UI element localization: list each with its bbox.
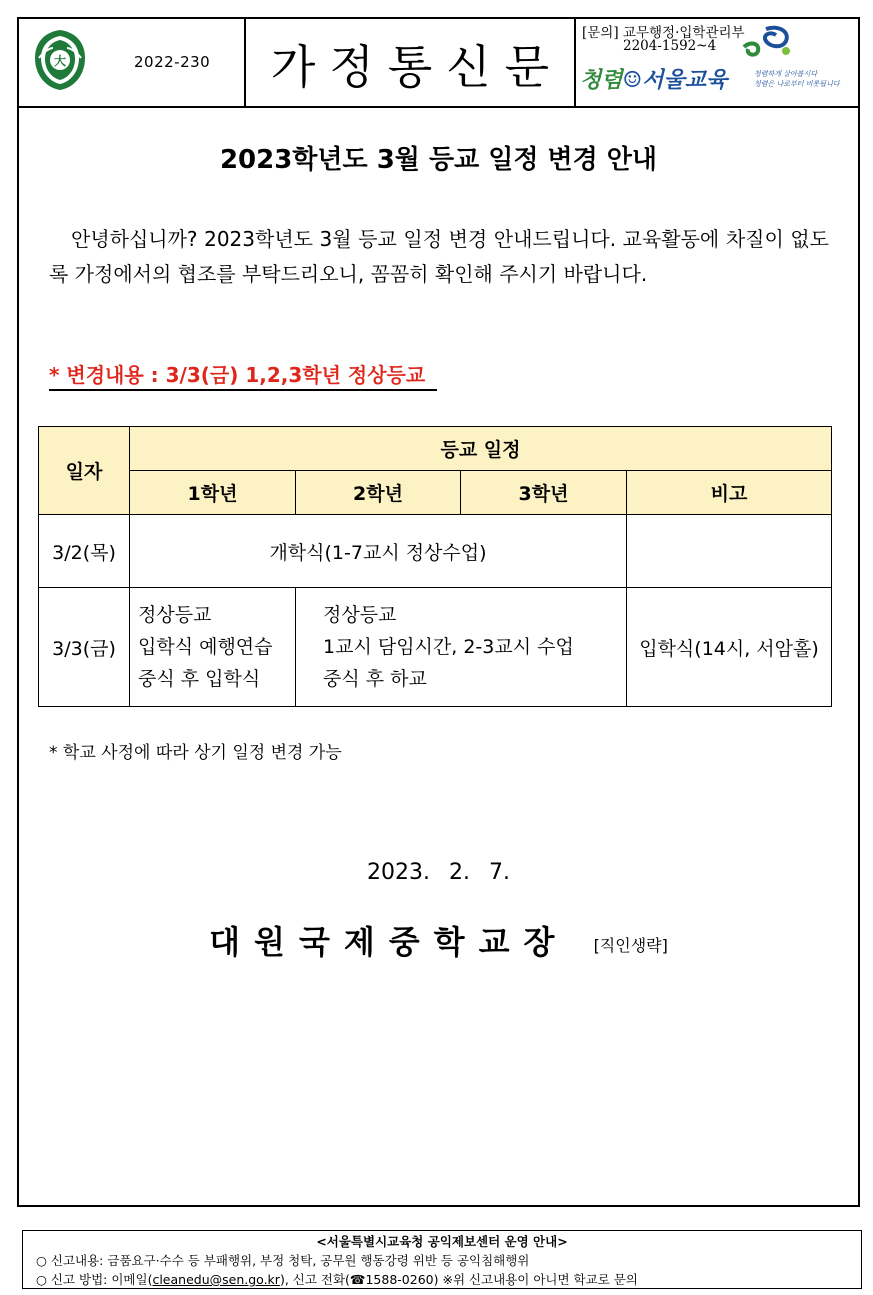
header-logo-cell <box>19 19 246 106</box>
intro-paragraph <box>49 222 829 292</box>
row2-grade1-line2: 입학식 예행연습 <box>138 636 273 658</box>
principal-signature <box>19 917 858 963</box>
table-subheader-row <box>39 471 832 515</box>
row2-grade1-line3: 중식 후 입학식 <box>138 668 261 690</box>
inquiry-department: [문의] 교무행정·입학관리부 <box>582 25 745 41</box>
schedule-table <box>38 426 832 707</box>
seoul-education-logo-icon <box>736 25 800 67</box>
document-number: 2022-230 <box>134 53 211 71</box>
header-schedule: 등교 일정 <box>130 427 832 471</box>
row1-date: 3/2(목) <box>39 515 130 588</box>
footer-email-link[interactable]: cleanedu@sen.go.kr <box>152 1272 280 1287</box>
header-note: 비고 <box>627 471 832 515</box>
row1-note <box>627 515 832 588</box>
inquiry-phone: 2204-1592~4 <box>623 38 717 54</box>
header-date: 일자 <box>39 427 130 515</box>
row2-grade23 <box>296 588 627 707</box>
footer-method-suffix: ), 신고 전화(☎1588-0260) ※위 신고내용이 아니면 학교로 문의 <box>279 1272 638 1287</box>
header-grade1: 1학년 <box>130 471 296 515</box>
slogan-caption <box>754 69 840 89</box>
seal-omitted-note: [직인생략] <box>593 936 668 955</box>
row2-grade23-line1: 정상등교 <box>323 604 397 626</box>
header-title-cell <box>246 19 576 106</box>
notice-title: 2023학년도 3월 등교 일정 변경 안내 <box>219 145 658 175</box>
slogan-caption-line2: 청렴은 나로부터 비롯됩니다 <box>754 80 840 88</box>
slogan-clean: 청렴 <box>580 67 623 93</box>
row2-grade23-line2: 1교시 담임시간, 2-3교시 수업 <box>323 636 574 658</box>
footnote: * 학교 사정에 따라 상기 일정 변경 가능 <box>49 743 342 763</box>
row2-date: 3/3(금) <box>39 588 130 707</box>
header-info-cell <box>576 19 858 106</box>
header-grade2: 2학년 <box>296 471 461 515</box>
footer-report-content: ○ 신고내용: 금품요구·수수 등 부패행위, 부정 청탁, 공무원 행동강령 위반 등 공익침해행위 <box>36 1253 530 1268</box>
row2-note: 입학식(14시, 서암홀) <box>627 588 832 707</box>
slogan-smile-icon: ☺ <box>622 67 643 93</box>
svg-text:大: 大 <box>53 54 67 68</box>
header-grade3: 3학년 <box>461 471 627 515</box>
footer-report-method <box>36 1270 638 1288</box>
table-row <box>39 588 832 707</box>
letter-title: 가정통신문 <box>270 40 564 94</box>
row2-grade1-line1: 정상등교 <box>138 604 212 626</box>
footer-title: <서울특별시교육청 공익제보센터 운영 안내> <box>316 1234 568 1249</box>
document-frame <box>17 17 860 1207</box>
signature-text: 대원국제중학교장 <box>209 923 569 961</box>
table-header-row <box>39 427 832 471</box>
change-notice: * 변경내용 : 3/3(금) 1,2,3학년 정상등교 <box>49 359 437 391</box>
school-emblem-icon <box>31 28 89 92</box>
slogan-seoul-education: 서울교육 <box>642 67 728 93</box>
letter-header <box>19 19 858 108</box>
row2-grade23-line3: 중식 후 하교 <box>323 668 427 690</box>
footer-method-prefix: ○ 신고 방법: 이메일( <box>36 1272 153 1287</box>
whistleblower-notice <box>22 1230 862 1289</box>
issue-date: 2023. 2. 7. <box>367 860 510 885</box>
clean-seoul-slogan <box>580 63 727 94</box>
intro-text: 안녕하십니까? 2023학년도 3월 등교 일정 변경 안내드립니다. 교육활동에 차질이 없도록 가정에서의 협조를 부탁드리오니, 꼼꼼히 확인해 주시기 바랍니다. <box>49 227 829 286</box>
table-row <box>39 515 832 588</box>
slogan-caption-line1: 청렴하게 살아봅시다 <box>754 70 818 78</box>
row1-schedule: 개학식(1-7교시 정상수업) <box>130 515 627 588</box>
row2-grade1 <box>130 588 296 707</box>
